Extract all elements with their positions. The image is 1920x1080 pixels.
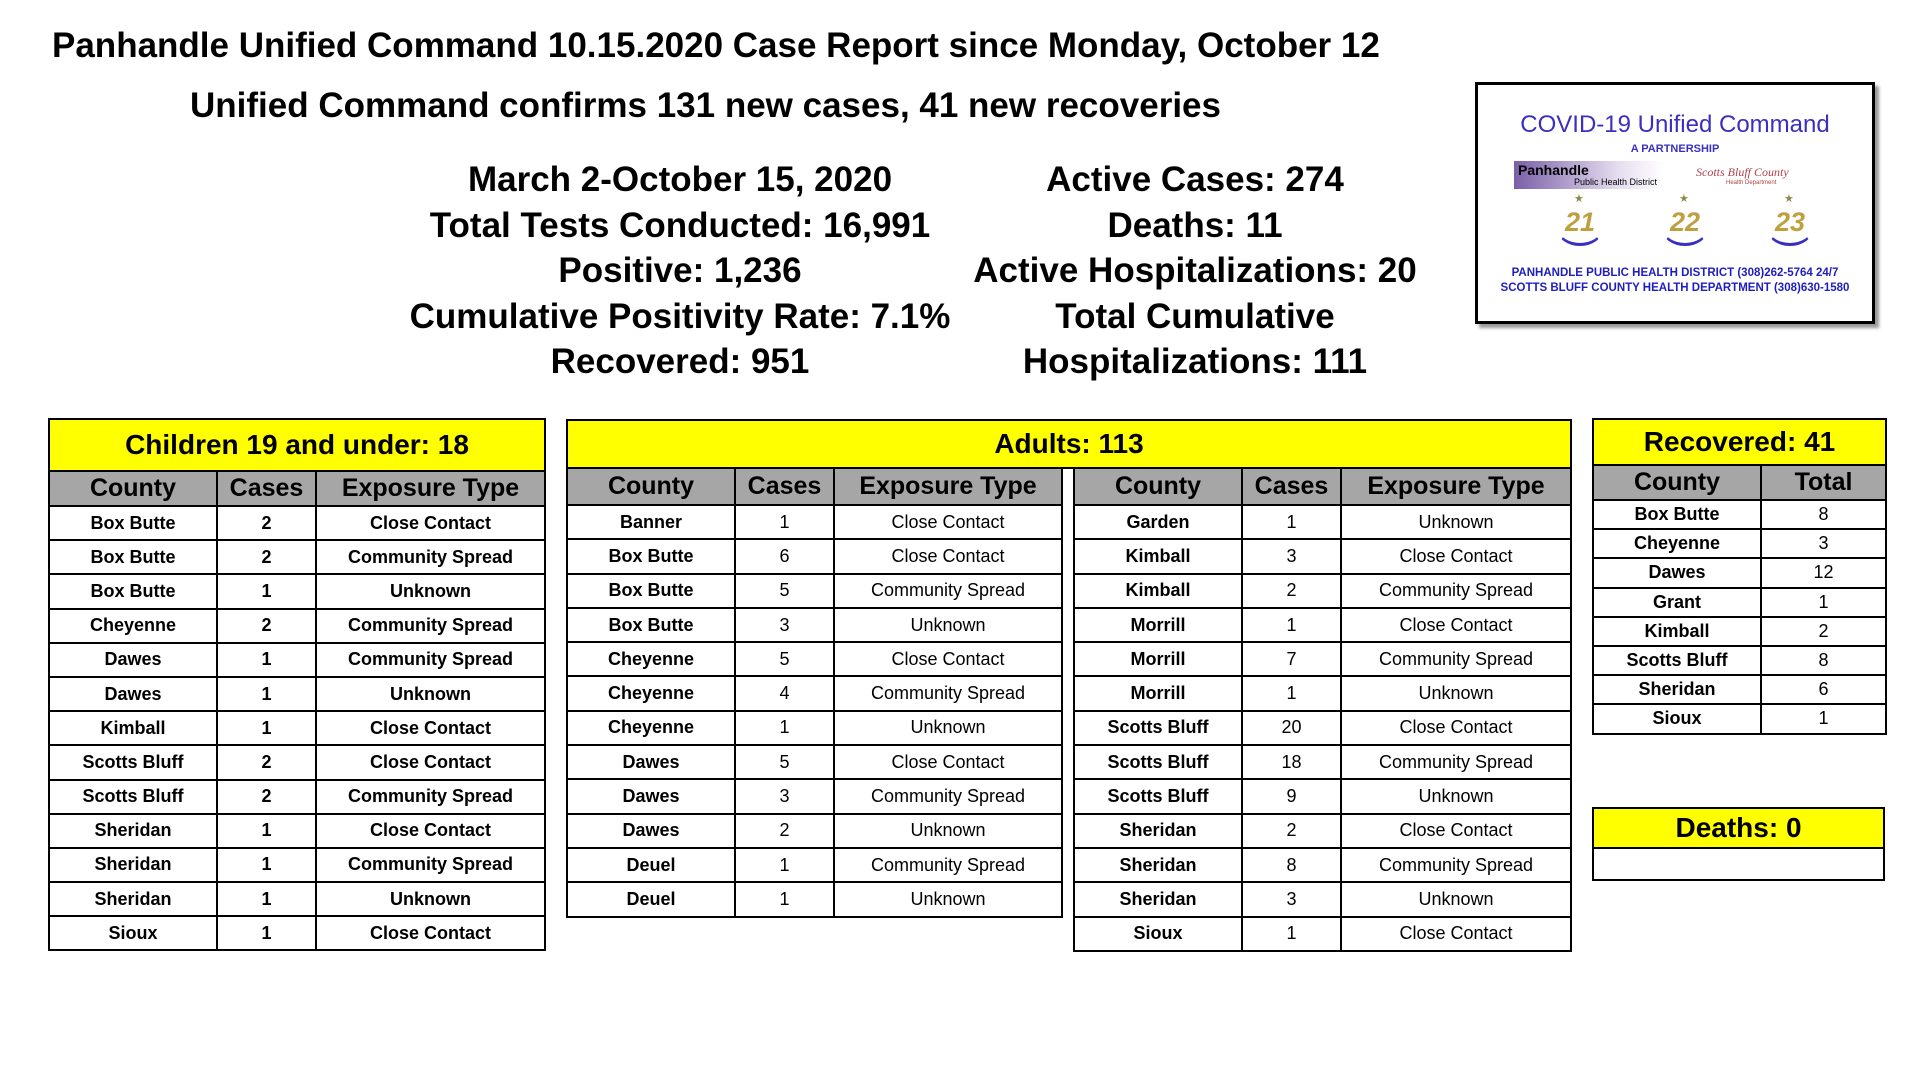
county-cell: Cheyenne: [49, 609, 217, 643]
table-row: [49, 711, 545, 745]
total-tests: Total Tests Conducted: 16,991: [429, 205, 931, 245]
logo-title: COVID-19 Unified Command: [1520, 111, 1830, 138]
exposure-type-cell: Close Contact: [834, 539, 1062, 573]
cases-cell: 1: [1242, 505, 1341, 539]
table-row: [567, 814, 1571, 848]
column-header-county: County: [567, 468, 735, 505]
cases-cell: 1: [735, 882, 834, 916]
county-cell: Box Butte: [49, 506, 217, 540]
exposure-type-cell: Community Spread: [834, 676, 1062, 710]
recovered-table: [1592, 418, 1887, 735]
county-cell: Dawes: [567, 779, 735, 813]
cases-cell: 2: [1242, 814, 1341, 848]
county-cell: Scotts Bluff: [1593, 646, 1761, 675]
table-row: [1593, 500, 1886, 529]
county-cell: Garden: [1074, 505, 1242, 539]
county-cell: Sheridan: [49, 882, 217, 916]
cases-cell: 1: [217, 882, 316, 916]
table-row: [567, 882, 1571, 916]
cases-cell: 20: [1242, 711, 1341, 745]
exposure-type-cell: Community Spread: [1341, 745, 1571, 779]
district-23-badge-icon: ★ 23: [1764, 198, 1816, 250]
county-cell: Box Butte: [567, 539, 735, 573]
county-cell: Sioux: [1074, 917, 1242, 951]
column-header-exposure-type: Exposure Type: [316, 471, 545, 506]
total-cell: 3: [1761, 529, 1886, 558]
exposure-type-cell: Community Spread: [1341, 848, 1571, 882]
column-header-exposure-type: Exposure Type: [1341, 468, 1571, 505]
table-row: [567, 745, 1571, 779]
children-table: [48, 418, 546, 951]
cases-cell: 3: [735, 779, 834, 813]
county-cell: Kimball: [1074, 539, 1242, 573]
table-row: [49, 814, 545, 848]
table-row: [49, 506, 545, 540]
total-cell: 8: [1761, 646, 1886, 675]
county-cell: Dawes: [567, 745, 735, 779]
county-cell: Deuel: [567, 848, 735, 882]
table-row: [49, 677, 545, 711]
cases-cell: 1: [217, 677, 316, 711]
exposure-type-cell: Community Spread: [834, 848, 1062, 882]
positivity-rate: Cumulative Positivity Rate: 7.1%: [409, 296, 951, 336]
positive-count: Positive: 1,236: [558, 251, 802, 290]
county-cell: Kimball: [1074, 574, 1242, 608]
exposure-type-cell: Unknown: [1341, 779, 1571, 813]
table-row: [1593, 617, 1886, 646]
table-row: [567, 642, 1571, 676]
summary-stats-right: [960, 157, 1430, 385]
exposure-type-cell: Close Contact: [316, 745, 545, 779]
column-header-cases: Cases: [1242, 468, 1341, 505]
table-row: [1593, 675, 1886, 704]
cases-cell: 1: [735, 848, 834, 882]
table-row: [49, 916, 545, 950]
exposure-type-cell: Close Contact: [834, 745, 1062, 779]
county-cell: Sioux: [1593, 704, 1761, 733]
table-row: [567, 779, 1571, 813]
pphd-contact: PANHANDLE PUBLIC HEALTH DISTRICT (308)262-5764 24/7: [1511, 267, 1839, 279]
exposure-type-cell: Community Spread: [316, 848, 545, 882]
table-row: [1593, 588, 1886, 617]
county-cell: Banner: [567, 505, 735, 539]
exposure-type-cell: Close Contact: [316, 814, 545, 848]
summary-stats-left: [400, 157, 960, 385]
adults-table-title: Adults: 113: [567, 420, 1571, 468]
exposure-type-cell: Unknown: [316, 677, 545, 711]
cases-cell: 1: [217, 814, 316, 848]
report-subtitle: Unified Command confirms 131 new cases, 41 new recoveries: [190, 86, 1221, 125]
exposure-type-cell: Community Spread: [1341, 642, 1571, 676]
exposure-type-cell: Close Contact: [834, 505, 1062, 539]
active-cases: Active Cases: 274: [1046, 160, 1344, 199]
district-22-badge-icon: ★ 22: [1659, 198, 1711, 250]
cases-cell: 18: [1242, 745, 1341, 779]
column-header-cases: Cases: [735, 468, 834, 505]
column-header-total: Total: [1761, 465, 1886, 500]
sbc-contact: SCOTTS BLUFF COUNTY HEALTH DEPARTMENT (308)630-1580: [1500, 282, 1850, 294]
county-cell: Kimball: [1593, 617, 1761, 646]
county-cell: Sheridan: [1074, 814, 1242, 848]
table-row: [49, 848, 545, 882]
table-row: [1593, 529, 1886, 558]
district-21-badge-icon: ★ 21: [1554, 198, 1606, 250]
pphd-name: Panhandle: [1518, 162, 1589, 178]
active-hospitalizations: Active Hospitalizations: 20: [973, 251, 1417, 290]
exposure-type-cell: Unknown: [1341, 676, 1571, 710]
cases-cell: 2: [1242, 574, 1341, 608]
column-header-county: County: [49, 471, 217, 506]
column-header-county: County: [1593, 465, 1761, 500]
table-row: [49, 574, 545, 608]
exposure-type-cell: Unknown: [1341, 505, 1571, 539]
exposure-type-cell: Unknown: [834, 882, 1062, 916]
adults-table: [566, 419, 1572, 952]
table-row: [49, 882, 545, 916]
exposure-type-cell: Community Spread: [1341, 574, 1571, 608]
county-cell: Kimball: [49, 711, 217, 745]
exposure-type-cell: Close Contact: [316, 711, 545, 745]
exposure-type-cell: Community Spread: [316, 540, 545, 574]
cases-cell: 5: [735, 574, 834, 608]
unified-command-logo: [1475, 82, 1875, 324]
county-cell: Dawes: [49, 643, 217, 677]
county-cell: Sheridan: [1074, 848, 1242, 882]
deaths-table: [1592, 807, 1885, 881]
cases-cell: 9: [1242, 779, 1341, 813]
exposure-type-cell: Unknown: [316, 574, 545, 608]
exposure-type-cell: Community Spread: [316, 643, 545, 677]
cases-cell: 7: [1242, 642, 1341, 676]
recovered-table-title: Recovered: 41: [1593, 419, 1886, 465]
cases-cell: 6: [735, 539, 834, 573]
county-cell: Box Butte: [567, 608, 735, 642]
county-cell: Morrill: [1074, 676, 1242, 710]
exposure-type-cell: Close Contact: [316, 506, 545, 540]
sbc-logo: [1696, 165, 1856, 187]
county-cell: Box Butte: [49, 540, 217, 574]
county-cell: Cheyenne: [1593, 529, 1761, 558]
cases-cell: 5: [735, 642, 834, 676]
county-cell: Sheridan: [49, 814, 217, 848]
report-title: Panhandle Unified Command 10.15.2020 Case Report since Monday, October 12: [52, 26, 1380, 65]
deaths-count: Deaths: 11: [1107, 205, 1283, 245]
county-cell: Scotts Bluff: [1074, 745, 1242, 779]
cases-cell: 3: [1242, 882, 1341, 916]
total-cell: 8: [1761, 500, 1886, 529]
cases-cell: 1: [1242, 917, 1341, 951]
exposure-type-cell: Community Spread: [316, 780, 545, 814]
table-row: [1593, 704, 1886, 733]
table-row: [567, 848, 1571, 882]
sbc-name: Scotts Bluff County: [1696, 165, 1789, 179]
county-cell: Morrill: [1074, 642, 1242, 676]
exposure-type-cell: Close Contact: [1341, 814, 1571, 848]
exposure-type-cell: Close Contact: [1341, 917, 1571, 951]
table-row: [567, 711, 1571, 745]
total-cell: 12: [1761, 558, 1886, 587]
exposure-type-cell: Close Contact: [1341, 608, 1571, 642]
cases-cell: 2: [217, 780, 316, 814]
county-cell: Cheyenne: [567, 676, 735, 710]
exposure-type-cell: Unknown: [834, 814, 1062, 848]
cases-cell: 2: [217, 609, 316, 643]
table-row: [567, 539, 1571, 573]
total-cell: 1: [1761, 704, 1886, 733]
exposure-type-cell: Community Spread: [316, 609, 545, 643]
total-cumulative-label: Total Cumulative: [1055, 296, 1335, 336]
table-row: [567, 574, 1571, 608]
county-cell: Dawes: [567, 814, 735, 848]
cases-cell: 1: [217, 711, 316, 745]
county-cell: Box Butte: [567, 574, 735, 608]
cases-cell: 3: [1242, 539, 1341, 573]
cases-cell: 5: [735, 745, 834, 779]
cases-cell: 1: [217, 643, 316, 677]
table-row: [49, 609, 545, 643]
deaths-empty-row: [1593, 848, 1884, 880]
cases-cell: 1: [1242, 608, 1341, 642]
exposure-type-cell: Community Spread: [834, 779, 1062, 813]
cases-cell: 2: [217, 745, 316, 779]
total-cell: 2: [1761, 617, 1886, 646]
county-cell: Sheridan: [1074, 882, 1242, 916]
county-cell: Dawes: [49, 677, 217, 711]
table-row: [1593, 558, 1886, 587]
county-cell: Sioux: [49, 916, 217, 950]
logo-partnership: A PARTNERSHIP: [1630, 143, 1720, 155]
county-cell: Morrill: [1074, 608, 1242, 642]
pphd-subtitle: Public Health District: [1574, 177, 1658, 187]
recovered-count: Recovered: 951: [550, 342, 810, 381]
total-cell: 1: [1761, 588, 1886, 617]
county-cell: Sheridan: [49, 848, 217, 882]
cases-cell: 2: [217, 540, 316, 574]
children-table-title: Children 19 and under: 18: [49, 419, 545, 471]
cases-cell: 1: [735, 711, 834, 745]
table-row: [49, 540, 545, 574]
exposure-type-cell: Unknown: [834, 711, 1062, 745]
column-header-county: County: [1074, 468, 1242, 505]
county-cell: Grant: [1593, 588, 1761, 617]
cases-cell: 1: [217, 916, 316, 950]
cases-cell: 1: [735, 505, 834, 539]
date-range: March 2-October 15, 2020: [467, 160, 893, 199]
cases-cell: 1: [217, 574, 316, 608]
table-row: [1593, 646, 1886, 675]
sbc-subtitle: Health Department: [1726, 180, 1777, 186]
cases-cell: 2: [735, 814, 834, 848]
exposure-type-cell: Close Contact: [316, 916, 545, 950]
table-row: [567, 608, 1571, 642]
county-cell: Box Butte: [49, 574, 217, 608]
county-cell: Dawes: [1593, 558, 1761, 587]
county-cell: Cheyenne: [567, 642, 735, 676]
cumulative-hospitalizations: Hospitalizations: 111: [1022, 342, 1368, 381]
county-cell: Deuel: [567, 882, 735, 916]
table-row: [49, 643, 545, 677]
table-row: [567, 505, 1571, 539]
county-cell: Scotts Bluff: [1074, 779, 1242, 813]
county-cell: Sheridan: [1593, 675, 1761, 704]
county-cell: Scotts Bluff: [49, 780, 217, 814]
deaths-table-title: Deaths: 0: [1593, 808, 1884, 848]
table-row: [49, 745, 545, 779]
exposure-type-cell: Close Contact: [1341, 539, 1571, 573]
exposure-type-cell: Close Contact: [834, 642, 1062, 676]
cases-cell: 1: [217, 848, 316, 882]
pphd-logo: [1514, 161, 1664, 189]
cases-cell: 2: [217, 506, 316, 540]
table-row: [567, 917, 1571, 951]
county-cell: Cheyenne: [567, 711, 735, 745]
exposure-type-cell: Community Spread: [834, 574, 1062, 608]
column-header-cases: Cases: [217, 471, 316, 506]
county-cell: Scotts Bluff: [49, 745, 217, 779]
county-cell: Scotts Bluff: [1074, 711, 1242, 745]
cases-cell: 3: [735, 608, 834, 642]
exposure-type-cell: Unknown: [1341, 882, 1571, 916]
exposure-type-cell: Unknown: [316, 882, 545, 916]
table-row: [567, 676, 1571, 710]
cases-cell: 8: [1242, 848, 1341, 882]
cases-cell: 4: [735, 676, 834, 710]
total-cell: 6: [1761, 675, 1886, 704]
exposure-type-cell: Close Contact: [1341, 711, 1571, 745]
column-header-exposure-type: Exposure Type: [834, 468, 1062, 505]
cases-cell: 1: [1242, 676, 1341, 710]
county-cell: Box Butte: [1593, 500, 1761, 529]
table-row: [49, 780, 545, 814]
exposure-type-cell: Unknown: [834, 608, 1062, 642]
